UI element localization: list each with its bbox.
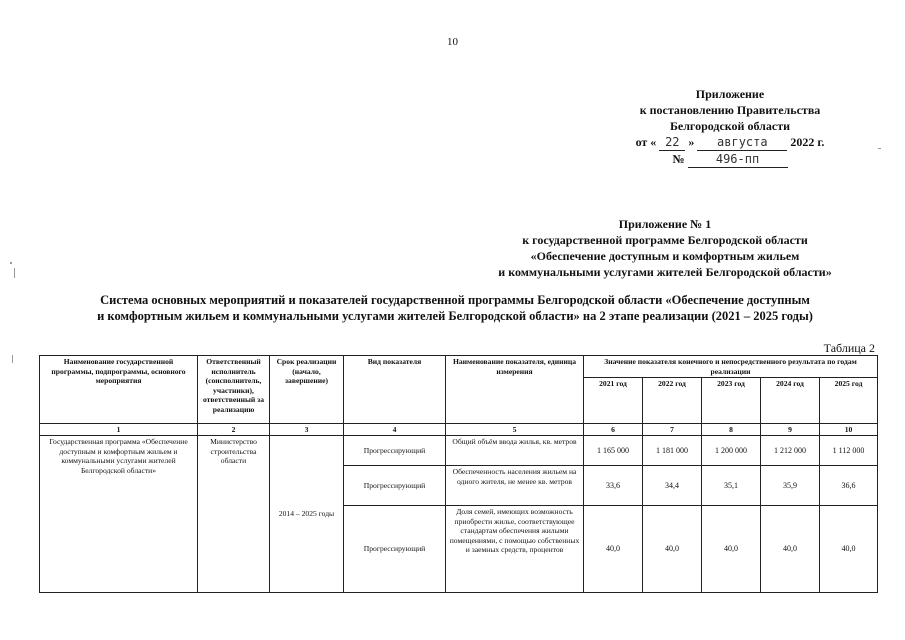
header-values-group: Значение показателя конечного и непосредственного результата по годам реализации (584, 356, 878, 378)
appendix-1-line: «Обеспечение доступным и комфортным жильем (530, 249, 800, 263)
column-number: 7 (643, 424, 702, 436)
header-year: 2022 год (643, 378, 702, 424)
date-month: августа (697, 134, 787, 151)
value-cell: 40,0 (584, 506, 643, 593)
indicator-type-cell: Прогрессирующий (344, 436, 446, 466)
date-day: 22 (659, 134, 685, 151)
appendix-line: Белгородской области (669, 119, 791, 133)
value-cell: 40,0 (643, 506, 702, 593)
column-number: 1 (40, 424, 198, 436)
appendix-title: Приложение (695, 87, 765, 101)
document-title (40, 292, 870, 324)
scan-speck (12, 355, 13, 363)
header-year: 2023 год (702, 378, 761, 424)
document-title-line: Система основных мероприятий и показателей государственной программы Белгородской области «Обеспечение доступным (100, 293, 810, 307)
indicator-type-cell: Прогрессирующий (344, 466, 446, 506)
value-cell: 1 165 000 (584, 436, 643, 466)
document-title-line: и комфортным жильем и коммунальными услугами жителей Белгородской области» на 2 этапе реализации (2021 – 2025 годы) (97, 309, 813, 323)
value-cell: 1 112 000 (820, 436, 878, 466)
column-number: 4 (344, 424, 446, 436)
indicator-type-cell: Прогрессирующий (344, 506, 446, 593)
page-number: 10 (447, 36, 458, 48)
value-cell: 40,0 (820, 506, 878, 593)
table-label: Таблица 2 (823, 341, 875, 355)
column-number: 6 (584, 424, 643, 436)
indicators-table (39, 355, 878, 593)
column-number: 10 (820, 424, 878, 436)
value-cell: 40,0 (761, 506, 820, 593)
value-cell: 40,0 (702, 506, 761, 593)
scan-speck (10, 262, 12, 264)
header-year: 2021 год (584, 378, 643, 424)
value-cell: 35,1 (702, 466, 761, 506)
appendix-date-line (600, 134, 860, 151)
appendix-1-line: и коммунальными услугами жителей Белгородской области» (498, 265, 832, 279)
date-prefix: от « (635, 135, 657, 149)
appendix-line: к постановлению Правительства (639, 103, 821, 117)
date-mid: » (688, 135, 695, 149)
header-indicator-type: Вид показателя (344, 356, 446, 424)
column-number: 8 (702, 424, 761, 436)
header-year: 2024 год (761, 378, 820, 424)
header-executor: Ответственный исполнитель (соисполнитель, участники), ответственный за реализацию (198, 356, 270, 424)
indicator-name-cell: Обеспеченность населения жильем на одного жителя, не менее кв. метров (446, 466, 584, 506)
header-year: 2025 год (820, 378, 878, 424)
header-period: Срок реализации (начало, завершение) (270, 356, 344, 424)
column-number: 3 (270, 424, 344, 436)
program-name-cell: Государственная программа «Обеспечение доступным и комфортным жильем и коммунальными услугами жителей Белгородской области» (40, 436, 198, 593)
value-cell: 36,6 (820, 466, 878, 506)
appendix-resolution-block (600, 86, 860, 168)
date-year: 2022 г. (790, 135, 825, 149)
indicator-name-cell: Общий объём ввода жилья, кв. метров (446, 436, 584, 466)
value-cell: 33,6 (584, 466, 643, 506)
scan-speck (878, 148, 881, 149)
number-value: 496-пп (688, 151, 788, 168)
indicator-name-cell: Доля семей, имеющих возможность приобрести жилье, соответствующее стандартам обеспечения жилыми помещениями, с помощью собственных и заемных средств, процентов (446, 506, 584, 593)
table-row (40, 436, 878, 466)
executor-cell: Министерство строительства области (198, 436, 270, 593)
column-number: 5 (446, 424, 584, 436)
column-number: 9 (761, 424, 820, 436)
period-cell: 2014 – 2025 годы (270, 436, 344, 593)
appendix-1-title: Приложение № 1 (618, 217, 712, 231)
number-prefix: № (672, 152, 685, 166)
column-number: 2 (198, 424, 270, 436)
header-program-name: Наименование государственной программы, подпрограммы, основного мероприятия (40, 356, 198, 424)
header-indicator-name: Наименование показателя, единица измерения (446, 356, 584, 424)
value-cell: 1 200 000 (702, 436, 761, 466)
appendix-1-line: к государственной программе Белгородской области (522, 233, 808, 247)
scan-speck (14, 268, 15, 278)
value-cell: 1 181 000 (643, 436, 702, 466)
appendix-1-block (430, 216, 900, 280)
value-cell: 35,9 (761, 466, 820, 506)
appendix-number-line (600, 151, 860, 168)
value-cell: 1 212 000 (761, 436, 820, 466)
value-cell: 34,4 (643, 466, 702, 506)
